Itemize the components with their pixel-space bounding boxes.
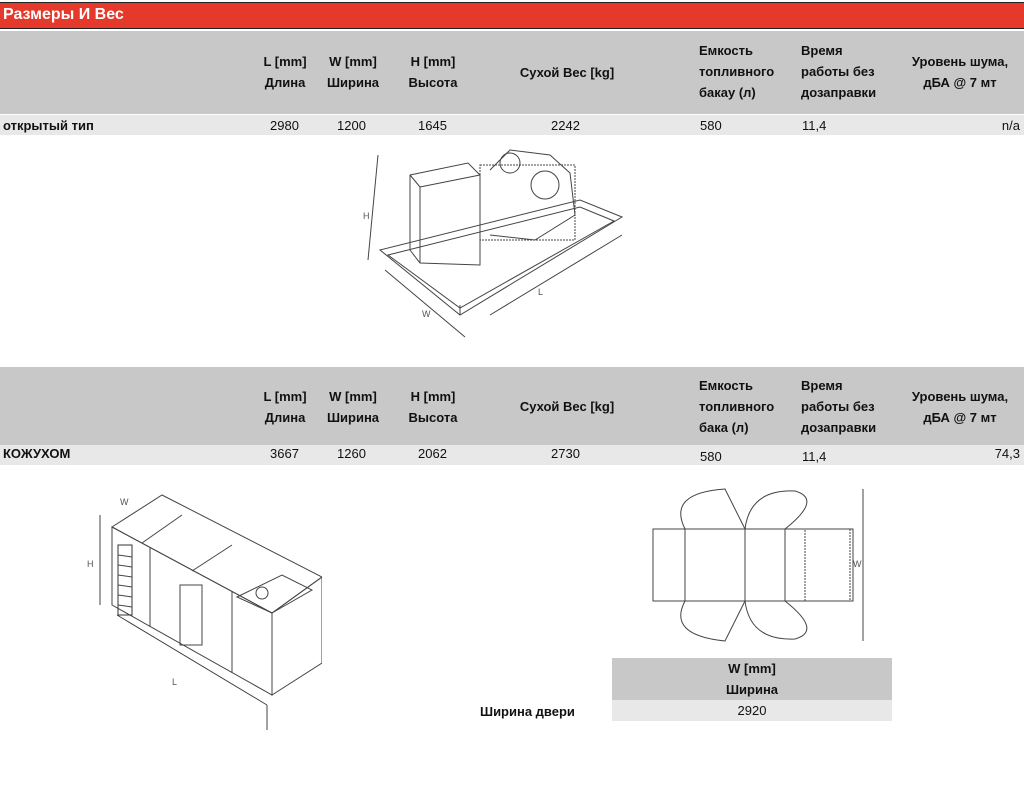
canopy-top-view-drawing	[645, 485, 875, 645]
canopy-type-l: 3667	[270, 446, 299, 461]
open-type-header	[0, 31, 1024, 114]
open-type-row	[0, 115, 1024, 135]
open-type-fuel: 580	[700, 118, 722, 133]
open-drawing-w-label: W	[422, 309, 431, 319]
canopy-type-row	[0, 445, 1024, 465]
header2-noise: Уровень шума, дБА @ 7 мт	[911, 389, 1009, 425]
header-fuel: Емкость топливного бакау (л)	[699, 43, 775, 100]
header2-h: H [mm] Высота	[408, 389, 458, 425]
header2-runtime: Время работы без дозаправки	[801, 378, 877, 435]
canopy-type-dry-weight: 2730	[551, 446, 580, 461]
open-type-dry-weight: 2242	[551, 118, 580, 133]
canopy-type-fuel: 580	[700, 449, 722, 464]
door-width-header: W [mm] Ширина	[612, 658, 892, 700]
header2-dry-weight: Сухой Вес [kg]	[519, 399, 615, 414]
open-generator-drawing	[360, 145, 640, 345]
title-bar	[0, 2, 1024, 29]
canopy-generator-drawing	[82, 485, 322, 735]
header-w: W [mm] Ширина	[326, 54, 380, 90]
canopy-drawing-l-label: L	[172, 677, 178, 687]
canopy-type-w: 1260	[337, 446, 366, 461]
header-noise: Уровень шума, дБА @ 7 мт	[911, 54, 1009, 90]
canopy-drawing-h-label: H	[87, 559, 94, 569]
header2-w: W [mm] Ширина	[326, 389, 380, 425]
open-type-name: открытый тип	[3, 118, 94, 133]
open-type-noise: n/a	[1001, 118, 1020, 133]
canopy-drawing-w-label: W	[120, 497, 129, 507]
canopy-type-noise: 74,3	[994, 446, 1020, 461]
open-type-w: 1200	[337, 118, 366, 133]
door-width-value: 2920	[612, 700, 892, 721]
header2-l: L [mm] Длина	[263, 389, 307, 425]
header-h: H [mm] Высота	[408, 54, 458, 90]
page-title: Размеры И Вес	[3, 6, 124, 23]
header2-fuel: Емкость топливного бака (л)	[699, 378, 775, 435]
top-view-w-label: W	[853, 559, 862, 569]
canopy-type-name: КОЖУХОМ	[3, 446, 71, 461]
header-dry-weight: Сухой Вес [kg]	[519, 65, 615, 80]
open-type-l: 2980	[270, 118, 299, 133]
open-drawing-h-label: H	[363, 211, 370, 221]
canopy-type-header	[0, 367, 1024, 445]
header-l: L [mm] Длина	[263, 54, 307, 90]
open-type-h: 1645	[418, 118, 447, 133]
canopy-type-h: 2062	[418, 446, 447, 461]
header-runtime: Время работы без дозаправки	[801, 43, 877, 100]
door-width-label: Ширина двери	[480, 704, 575, 719]
open-drawing-l-label: L	[538, 287, 544, 297]
open-type-runtime: 11,4	[802, 118, 827, 133]
canopy-type-runtime: 11,4	[802, 449, 827, 464]
